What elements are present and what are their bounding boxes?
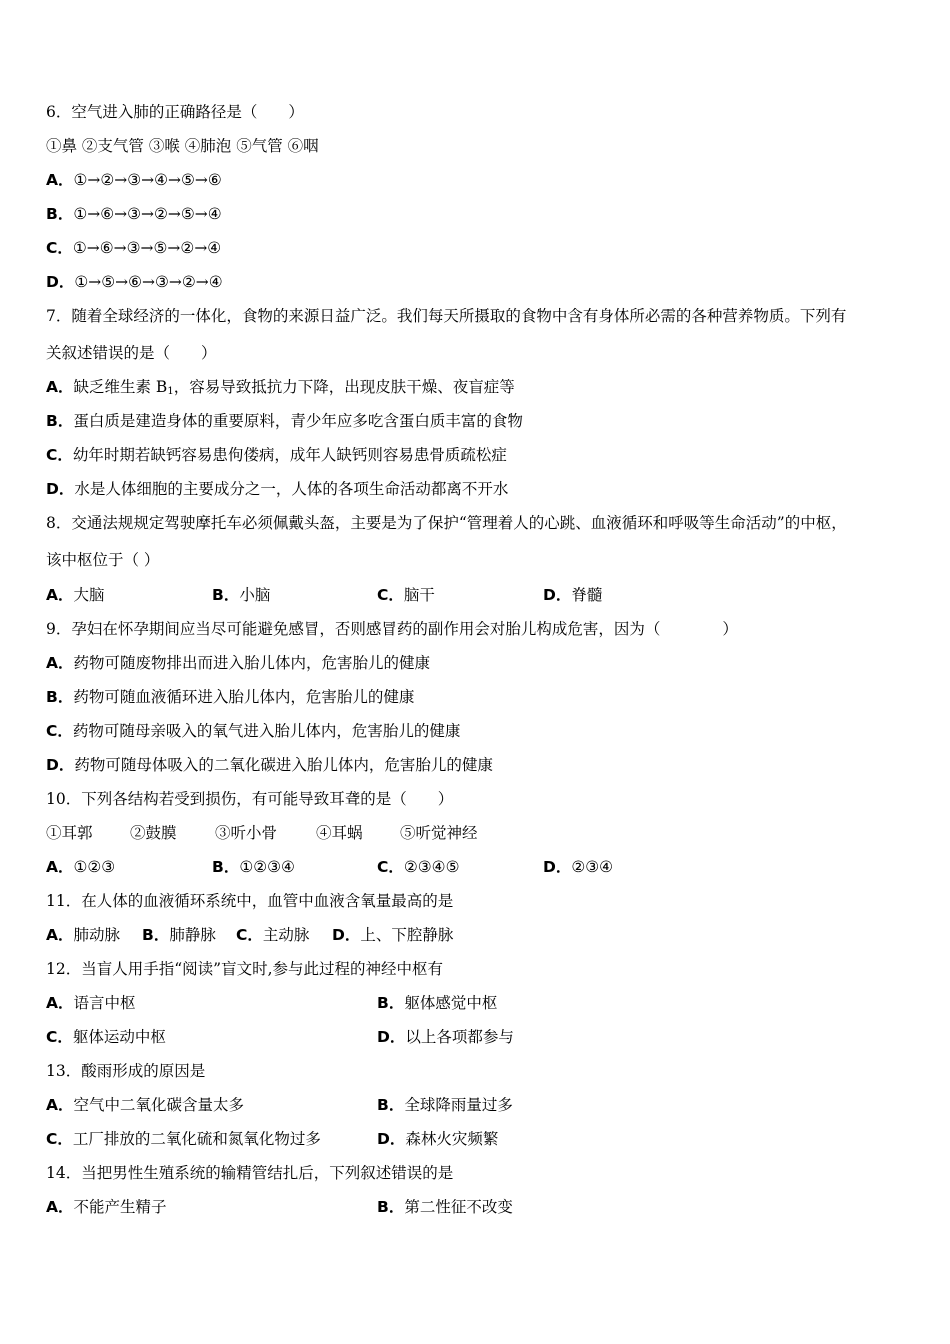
option-letter: B． — [46, 412, 74, 430]
option-letter: C． — [46, 1130, 73, 1148]
option-text: 小脑 — [239, 586, 271, 604]
question-7-option-d — [46, 479, 508, 499]
option-text: 躯体感觉中枢 — [404, 994, 498, 1012]
question-13-options-row2 — [46, 1129, 906, 1149]
option-letter: A． — [46, 378, 74, 396]
question-8-options — [46, 585, 906, 605]
option-letter: A． — [46, 858, 74, 876]
option-letter: C． — [46, 722, 73, 740]
question-7-option-a — [46, 377, 515, 402]
item: ③听小骨 — [215, 824, 278, 842]
question-14-stem: 14．当把男性生殖系统的输精管结扎后，下列叙述错误的是 — [46, 1164, 454, 1182]
option-letter: B． — [377, 1198, 405, 1216]
option-text: 上、下腔静脉 — [360, 926, 454, 944]
question-12-option-d — [377, 1027, 514, 1047]
question-6-option-b — [46, 204, 222, 224]
question-11-stem: 11．在人体的血液循环系统中，血管中血液含氧量最高的是 — [46, 892, 454, 910]
option-letter: A． — [46, 586, 74, 604]
question-10-option-c — [377, 857, 459, 877]
option-letter: C． — [46, 446, 73, 464]
question-6-items: ①鼻 ②支气管 ③喉 ④肺泡 ⑤气管 ⑥咽 — [46, 137, 319, 155]
question-11-option-a — [46, 925, 120, 945]
option-letter: A． — [46, 654, 74, 672]
question-7-stem-line1: 7．随着全球经济的一体化，食物的来源日益广泛。我们每天所摄取的食物中含有身体所必需的各种营养物质。下列有 — [46, 307, 847, 325]
option-text: 肺动脉 — [73, 926, 121, 944]
question-12-options-row1 — [46, 993, 906, 1013]
question-14-options-row1 — [46, 1197, 906, 1217]
question-6-option-d — [46, 272, 223, 292]
question-7-option-b — [46, 411, 523, 431]
question-9-option-b — [46, 687, 414, 707]
option-letter: D． — [543, 586, 572, 604]
question-9-option-a — [46, 653, 430, 673]
question-12-options-row2 — [46, 1027, 906, 1047]
option-text: 第二性征不改变 — [404, 1198, 513, 1216]
option-letter: A． — [46, 994, 74, 1012]
option-text: ①→⑥→③→②→⑤→④ — [73, 205, 222, 223]
option-text: 全球降雨量过多 — [404, 1096, 513, 1114]
option-letter: B． — [46, 205, 74, 223]
option-letter: B． — [142, 926, 170, 944]
option-text: 脑干 — [403, 586, 435, 604]
option-text: 脊髓 — [571, 586, 603, 604]
option-text: ②③④⑤ — [403, 858, 460, 876]
question-12-option-b — [377, 993, 497, 1013]
option-letter: C． — [236, 926, 263, 944]
option-text: ②③④ — [571, 858, 614, 876]
option-letter: A． — [46, 1198, 74, 1216]
option-text: ①→②→③→④→⑤→⑥ — [73, 171, 222, 189]
option-text: 蛋白质是建造身体的重要原料，青少年应多吃含蛋白质丰富的食物 — [73, 412, 523, 430]
question-7-stem-line2: 关叙述错误的是（ ） — [46, 344, 217, 362]
option-text: 缺乏维生素 B — [73, 378, 168, 396]
option-text: ①②③ — [73, 858, 116, 876]
question-11-option-d — [332, 925, 453, 945]
question-10-items — [46, 823, 906, 843]
question-6-option-c — [46, 238, 221, 258]
option-text: ，容易导致抵抗力下降，出现皮肤干燥、夜盲症等 — [173, 378, 515, 396]
option-letter: B． — [377, 994, 405, 1012]
option-letter: C． — [46, 239, 73, 257]
question-10-stem: 10．下列各结构若受到损伤，有可能导致耳聋的是（ ） — [46, 790, 454, 808]
option-letter: D． — [377, 1130, 406, 1148]
option-text: 药物可随母体吸入的二氧化碳进入胎儿体内，危害胎儿的健康 — [74, 756, 493, 774]
option-text: 森林火灾频繁 — [405, 1130, 499, 1148]
question-13-options-row1 — [46, 1095, 906, 1115]
question-9-stem: 9．孕妇在怀孕期间应当尽可能避免感冒，否则感冒药的副作用会对胎儿构成危害，因为（ ） — [46, 620, 738, 638]
option-text: ①→⑤→⑥→③→②→④ — [74, 273, 223, 291]
question-10-options — [46, 857, 906, 877]
question-12-option-c — [46, 1027, 166, 1047]
option-letter: B． — [377, 1096, 405, 1114]
question-8-option-a — [46, 585, 105, 605]
question-12-option-a — [46, 993, 136, 1013]
option-text: 肺静脉 — [169, 926, 216, 944]
question-8-stem-line1: 8．交通法规规定驾驶摩托车必须佩戴头盔，主要是为了保护“管理着人的心跳、血液循环和呼吸等生命活动”的中枢， — [46, 514, 847, 532]
option-letter: C． — [46, 1028, 73, 1046]
item: ④耳蜗 — [316, 824, 363, 842]
question-6-option-a — [46, 170, 222, 190]
option-text: 主动脉 — [262, 926, 310, 944]
option-letter: B． — [46, 688, 74, 706]
option-subscript: 1 — [167, 386, 174, 397]
option-letter: D． — [543, 858, 572, 876]
option-text: ①→⑥→③→⑤→②→④ — [72, 239, 222, 257]
question-8-option-d — [543, 585, 602, 605]
option-letter: A． — [46, 171, 74, 189]
option-letter: B． — [212, 586, 240, 604]
question-10-option-b — [212, 857, 295, 877]
item: ①耳郭 — [46, 824, 93, 842]
option-text: ①②③④ — [239, 858, 295, 876]
option-letter: D． — [46, 273, 75, 291]
question-13-option-a — [46, 1095, 244, 1115]
question-8-option-c — [377, 585, 435, 605]
option-letter: D． — [46, 756, 75, 774]
question-13-option-d — [377, 1129, 498, 1149]
option-letter: A． — [46, 926, 74, 944]
option-text: 空气中二氧化碳含量太多 — [73, 1096, 245, 1114]
question-6-stem: 6．空气进入肺的正确路径是（ ） — [46, 103, 304, 121]
option-letter: C． — [377, 858, 404, 876]
option-text: 语言中枢 — [73, 994, 136, 1012]
question-12-stem: 12．当盲人用手指“阅读”盲文时,参与此过程的神经中枢有 — [46, 960, 444, 978]
option-text: 以上各项都参与 — [405, 1028, 514, 1046]
option-text: 药物可随废物排出而进入胎儿体内，危害胎儿的健康 — [73, 654, 431, 672]
question-9-option-c — [46, 721, 460, 741]
question-13-option-c — [46, 1129, 321, 1149]
option-letter: B． — [212, 858, 240, 876]
question-13-stem: 13．酸雨形成的原因是 — [46, 1062, 206, 1080]
question-7-option-c — [46, 445, 507, 465]
question-14-option-a — [46, 1197, 167, 1217]
item: ②鼓膜 — [130, 824, 177, 842]
option-text: 工厂排放的二氧化硫和氮氧化物过多 — [72, 1130, 321, 1148]
option-text: 药物可随血液循环进入胎儿体内，危害胎儿的健康 — [73, 688, 415, 706]
question-8-stem-line2: 该中枢位于（ ） — [46, 551, 160, 569]
option-text: 药物可随母亲吸入的氧气进入胎儿体内，危害胎儿的健康 — [72, 722, 461, 740]
item: ⑤听觉神经 — [400, 824, 478, 842]
option-letter: C． — [377, 586, 404, 604]
option-text: 不能产生精子 — [73, 1198, 167, 1216]
question-8-option-b — [212, 585, 270, 605]
question-11-options — [46, 925, 906, 945]
option-text: 大脑 — [73, 586, 105, 604]
option-text: 幼年时期若缺钙容易患佝偻病，成年人缺钙则容易患骨质疏松症 — [72, 446, 507, 464]
question-9-option-d — [46, 755, 493, 775]
option-letter: D． — [46, 480, 75, 498]
option-letter: A． — [46, 1096, 74, 1114]
option-letter: D． — [332, 926, 361, 944]
question-10-option-a — [46, 857, 115, 877]
option-text: 躯体运动中枢 — [72, 1028, 166, 1046]
question-11-option-c — [236, 925, 309, 945]
question-11-option-b — [142, 925, 216, 945]
question-14-option-b — [377, 1197, 513, 1217]
option-letter: D． — [377, 1028, 406, 1046]
option-text: 水是人体细胞的主要成分之一，人体的各项生命活动都离不开水 — [74, 480, 509, 498]
question-13-option-b — [377, 1095, 513, 1115]
question-10-option-d — [543, 857, 613, 877]
